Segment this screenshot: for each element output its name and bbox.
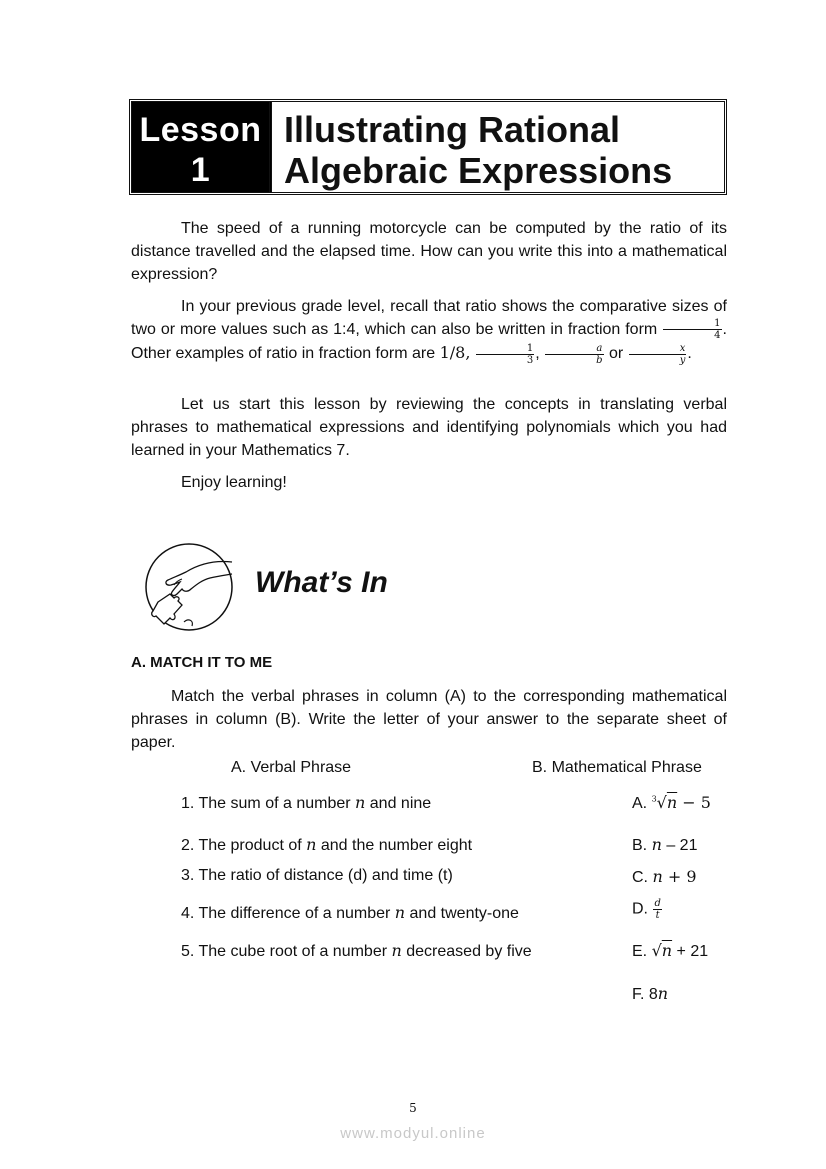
column-b-header: B. Mathematical Phrase — [532, 759, 702, 776]
answer-label: A. — [632, 795, 648, 812]
fraction-one-third — [476, 343, 534, 366]
math-phrase-f — [632, 984, 668, 1004]
phrase-var: n — [306, 835, 317, 854]
phrase-text: 2. The product of — [181, 837, 307, 854]
cube-root: $^3$√n − 5 — [651, 793, 711, 812]
answer-label: B. — [632, 837, 648, 854]
answer-var: n — [657, 984, 669, 1003]
lesson-title-line1: Illustrating Rational — [284, 109, 621, 150]
phrase-text: and twenty-one — [405, 905, 519, 922]
ratio-example-1-8: 1/8, — [439, 343, 471, 363]
root-index: 3 — [651, 794, 657, 804]
answer-rest: – 21 — [661, 837, 698, 854]
answer-label: F. 8 — [632, 986, 658, 1003]
verbal-phrase-4 — [181, 903, 519, 923]
whats-in-heading: What’s In — [255, 566, 388, 599]
frac-num: 1 — [476, 343, 534, 355]
phrase-var: n — [391, 941, 402, 960]
watermark: www.modyul.online — [340, 1125, 486, 1142]
answer-rest: + 9 — [662, 867, 697, 886]
phrase-text: decreased by five — [401, 943, 532, 960]
math-phrase-c — [632, 867, 697, 887]
lesson-title-line2: Algebraic Expressions — [284, 150, 673, 191]
math-phrase-a — [632, 793, 711, 813]
column-a-header: A. Verbal Phrase — [231, 759, 352, 776]
hand-puzzle-icon — [144, 542, 234, 632]
fraction-x-y — [629, 343, 687, 366]
answer-var: n — [652, 867, 663, 886]
p2-text-a: In your previous grade level, recall that ratio shows the comparative sizes of two or more values such as 1:4, which can also be written in fraction form — [131, 298, 727, 338]
activity-instructions: Match the verbal phrases in column (A) to the corresponding mathematical phrases in column (B). Write the letter of your answer to the separate sheet of paper. — [131, 688, 727, 751]
frac-den: 4 — [714, 330, 721, 342]
page-number: 5 — [409, 1101, 417, 1115]
answer-rest: − 5 — [677, 793, 711, 812]
fraction-one-fourth — [663, 318, 721, 341]
square-root: √n — [651, 941, 673, 960]
or-text: or — [609, 345, 624, 363]
answer-var: n — [661, 941, 673, 960]
math-phrase-e — [632, 941, 708, 961]
answer-label: E. — [632, 943, 648, 960]
frac-num: a — [545, 343, 603, 355]
frac-num: d — [654, 898, 661, 909]
lesson-word: Lesson — [139, 111, 262, 149]
phrase-text: 1. The sum of a number — [181, 795, 356, 812]
lesson-number-box — [132, 102, 272, 192]
phrase-text: 4. The difference of a number — [181, 905, 395, 922]
intro-paragraph-2: In your previous grade level, recall that ratio shows the comparative sizes of two or more values such as 1:4, which can also be written in fraction form $\frac{1}{4}$ . Other examples of ratio in fraction form are 1/8, $\frac{1}{3}$ , $\frac{a}{b}$ or $\frac{x}{y}$ . — [131, 298, 727, 366]
frac-den: b — [596, 354, 603, 366]
frac-den: 3 — [526, 354, 534, 366]
intro-paragraph-3: Let us start this lesson by reviewing the concepts in translating verbal phrases to mathematical expressions and identifying polynomials which you had learned in your Mathematics 7. — [131, 396, 727, 459]
math-phrase-b — [632, 835, 697, 855]
lesson-title — [272, 102, 724, 192]
p2-text-b: Other examples of ratio in fraction form are — [131, 345, 440, 363]
frac-num: x — [629, 343, 687, 355]
answer-var: n — [651, 835, 662, 854]
math-phrase-d — [632, 898, 663, 921]
phrase-var: n — [394, 903, 406, 922]
lesson-header — [129, 99, 727, 195]
activity-title: A. MATCH IT TO ME — [131, 654, 273, 671]
intro-paragraph-1: The speed of a running motorcycle can be computed by the ratio of its distance travelled and the elapsed time. How can you write this into a mathematical expression? — [131, 220, 727, 283]
answer-label: D. — [632, 900, 648, 918]
fraction-d-t — [653, 898, 661, 921]
frac-den: y — [679, 354, 686, 366]
answer-label: C. — [632, 869, 648, 886]
frac-den: t — [655, 910, 660, 921]
lesson-number: 1 — [190, 151, 211, 189]
answer-rest: + 21 — [672, 943, 709, 960]
phrase-text: and the number eight — [316, 837, 473, 854]
intro-paragraph-4: Enjoy learning! — [181, 474, 287, 491]
phrase-text: and nine — [365, 795, 432, 812]
phrase-text: 5. The cube root of a number — [181, 943, 392, 960]
phrase-text: 3. The ratio of distance (d) and time (t) — [181, 867, 453, 884]
frac-num: 1 — [663, 318, 721, 330]
fraction-a-b — [545, 343, 603, 366]
verbal-phrase-2 — [181, 835, 472, 855]
verbal-phrase-5 — [181, 941, 532, 961]
phrase-var: n — [355, 793, 366, 812]
answer-var: n — [666, 793, 678, 812]
verbal-phrase-3 — [181, 867, 453, 885]
verbal-phrase-1 — [181, 793, 431, 813]
